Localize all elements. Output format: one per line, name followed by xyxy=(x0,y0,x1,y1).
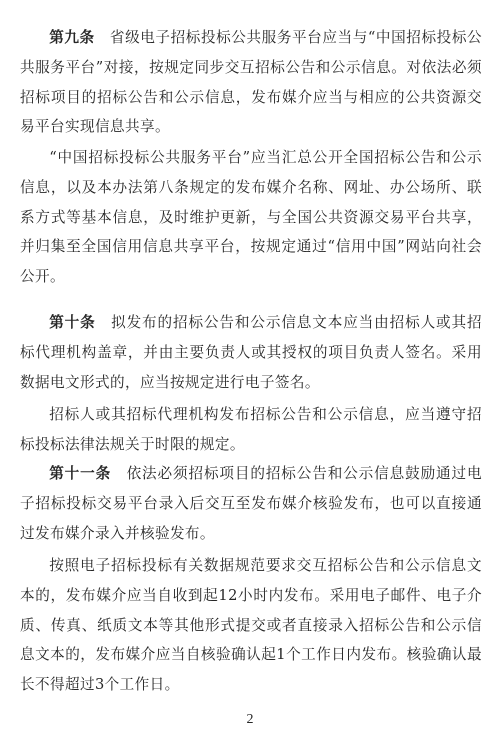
article-10-heading: 第十条 xyxy=(49,314,96,331)
article-10-second-paragraph xyxy=(20,400,482,460)
article-11-paragraph xyxy=(20,459,482,548)
article-11-second-paragraph xyxy=(20,551,482,700)
article-9-paragraph xyxy=(20,23,482,142)
page-number: 2 xyxy=(246,712,254,727)
article-10-paragraph xyxy=(20,308,482,397)
article-9-heading: 第九条 xyxy=(49,29,95,46)
article-11-second-text: 按照电子招标投标有关数据规范要求交互招标公告和公示信息文本的，发布媒介应当自收到起12小时内发布。采用电子邮件、电子介质、传真、纸质文本等其他形式提交或者直接录入招标公告和公示信息文本的，发布媒介应当自核验确认起1个工作日内发布。核验确认最长不得超过3个工作日。 xyxy=(20,557,482,694)
article-9-second-paragraph xyxy=(20,143,482,292)
article-11-text: 依法必须招标项目的招标公告和公示信息鼓励通过电子招标投标交易平台录入后交互至发布媒介核验发布，也可以直接通过发布媒介录入并核验发布。 xyxy=(20,465,482,542)
article-10-second-text: 招标人或其招标代理机构发布招标公告和公示信息，应当遵守招标投标法律法规关于时限的规定。 xyxy=(20,406,482,453)
article-11-heading: 第十一条 xyxy=(49,465,112,482)
article-10-text: 拟发布的招标公告和公示信息文本应当由招标人或其招标代理机构盖章，并由主要负责人或其授权的项目负责人签名。采用数据电文形式的，应当按规定进行电子签名。 xyxy=(20,314,482,391)
article-9-text: 省级电子招标投标公共服务平台应当与“中国招标投标公共服务平台”对接，按规定同步交互招标公告和公示信息。对依法必须招标项目的招标公告和公示信息，发布媒介应当与相应的公共资源交易平台实现信息共享。 xyxy=(20,29,482,136)
article-9-second-text: “中国招标投标公共服务平台”应当汇总公开全国招标公告和公示信息，以及本办法第八条规定的发布媒介名称、网址、办公场所、联系方式等基本信息，及时维护更新，与全国公共资源交易平台共享，并归集至全国信用信息共享平台，按规定通过“信用中国”网站向社会公开。 xyxy=(20,149,482,286)
